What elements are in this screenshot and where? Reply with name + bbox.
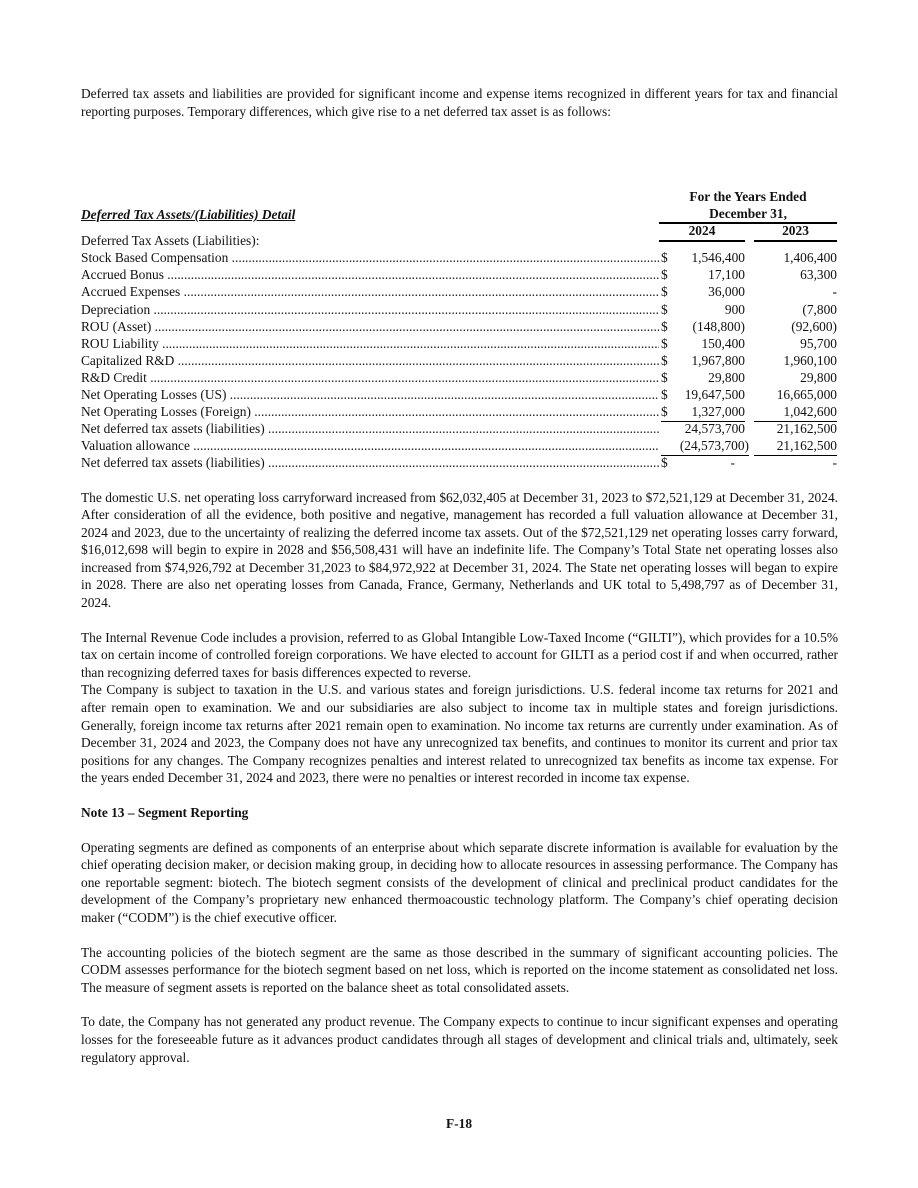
- dollar-sign: $: [661, 318, 668, 334]
- row-label: Accrued Bonus .....: [81, 266, 659, 284]
- row-label: R&D Credit .....: [81, 369, 659, 387]
- row-label: Net Operating Losses (US) .....: [81, 386, 659, 404]
- nol-paragraph: The domestic U.S. net operating loss carryforward increased from $62,032,405 at December 31, 2023 to $72,521,129 at December 31, 2024. After consideration of all the evidence, both positive and negative, management has recorded a full valuation allowance at December 31, 2024 and 2023, due to the uncertainty of realizing the deferred income tax assets. Out of the $72,521,129 net operating losses carry forward, $16,012,698 will begin to expire in 2028 and $56,508,431 will have an indefinite life. The Company’s Total State net operating losses also increased from $74,926,792 at December 31,2023 to $84,972,922 at December 31, 2024. The State net operating losses will began to expire in 2028. There are also net operating losses from Canada, France, Germany, Netherlands and UK total to 5,498,797 as of December 31, 2024.: [81, 489, 838, 611]
- value-2023: -: [832, 455, 837, 471]
- value-2023: 21,162,500: [754, 437, 837, 456]
- value-2024: (148,800): [692, 318, 745, 334]
- dollar-sign: $: [661, 250, 668, 266]
- value-2023: 1,042,600: [754, 403, 837, 422]
- value-2023: 29,800: [800, 369, 837, 385]
- dollar-sign: $: [661, 403, 745, 422]
- dollar-sign: $: [661, 369, 668, 385]
- jurisdictions-paragraph: The Company is subject to taxation in the U.S. and various states and foreign jurisdictions. U.S. federal income tax returns for 2021 and after remain open to examination. We and our subsidiaries are also subject to income tax in multiple states and foreign jurisdictions. Generally, foreign income tax returns after 2021 remain open to examination. No income tax returns are currently under examination. As of December 31, 2024 and 2023, the Company does not have any unrecognized tax benefits, and continues to monitor its current and prior tax positions for any changes. The Company recognizes penalties and interest related to unrecognized tax benefits as income tax expense. For the years ended December 31, 2024 and 2023, there were no penalties or interest recorded in income tax expense.: [81, 682, 838, 786]
- dollar-sign: $: [661, 284, 668, 300]
- period-header-line1: For the Years Ended: [689, 189, 807, 205]
- row-label: Capitalized R&D .....: [81, 352, 659, 370]
- table-row: [81, 266, 838, 283]
- deferred-tax-table: [81, 232, 838, 471]
- value-2024: 36,000: [708, 284, 745, 300]
- table-row: [81, 352, 838, 369]
- value-2023: 1,406,400: [783, 250, 837, 266]
- value-2024: (24,573,700): [661, 437, 749, 456]
- dollar-sign: $: [661, 301, 668, 317]
- table-row: [81, 249, 838, 266]
- value-2023: 1,960,100: [783, 352, 837, 368]
- revenue-paragraph: To date, the Company has not generated any product revenue. The Company expects to continue to incur significant expenses and operating losses for the foreseeable future as it advances product candidates through all stages of development and clinical trials and, ultimately, seek regulatory approval.: [81, 1014, 838, 1065]
- page-number: F-18: [445, 1116, 473, 1131]
- dollar-sign: $: [661, 335, 668, 351]
- value-2023: 63,300: [800, 267, 837, 283]
- table-row: [81, 318, 838, 335]
- value-2023: 95,700: [800, 335, 837, 351]
- table-row: [81, 335, 838, 352]
- value-2024: 1,327,000: [691, 404, 745, 420]
- value-2024: 1,546,400: [691, 250, 745, 266]
- period-header: [659, 188, 837, 224]
- table-row: [81, 369, 838, 386]
- row-label: Depreciation .....: [81, 301, 659, 319]
- value-2024: 150,400: [701, 335, 745, 351]
- table-row: [81, 386, 838, 403]
- value-2024: 24,573,700: [684, 421, 745, 437]
- period-header-line2: December 31,: [659, 205, 837, 224]
- value-2024: 29,800: [708, 369, 745, 385]
- note-13-heading: Note 13 – Segment Reporting: [81, 805, 249, 820]
- value-2023: (7,800: [802, 301, 837, 317]
- value-2024: 1,967,800: [691, 352, 745, 368]
- row-label: Accrued Expenses .....: [81, 283, 659, 301]
- intro-paragraph: Deferred tax assets and liabilities are provided for significant income and expense items recognized in different years for tax and financial reporting purposes. Temporary differences, which give rise to a net deferred tax asset is as follows:: [81, 86, 838, 119]
- table-row-total: [81, 454, 838, 471]
- value-2024: 17,100: [708, 267, 745, 283]
- table-title: Deferred Tax Assets/(Liabilities) Detail: [81, 207, 296, 223]
- gilti-paragraph: The Internal Revenue Code includes a provision, referred to as Global Intangible Low-Taxed Income (“GILTI”), which provides for a 10.5% tax on certain income of controlled foreign corporations. We have elected to account for GILTI as a period cost if and when occurred, rather than recognizing deferred taxes for basis differences expected to reverse.: [81, 629, 838, 680]
- value-2023: -: [832, 284, 837, 300]
- table-row: [81, 283, 838, 300]
- value-2023: 21,162,500: [776, 421, 837, 437]
- segments-paragraph: Operating segments are defined as components of an enterprise about which separate discrete information is available for evaluation by the chief operating decision maker, or decision making group, in deciding how to allocate resources in assessing performance. The Company has one reportable segment: biotech. The biotech segment consists of the development of clinical and preclinical product candidates for the development of the Company’s proprietary new enhanced thermoacoustic technology platform. The Company’s chief operating decision maker (“CODM”) is the chief executive officer.: [81, 839, 838, 925]
- value-2024: 19,647,500: [684, 387, 745, 403]
- row-label: ROU Liability .....: [81, 335, 659, 353]
- value-2024: 900: [724, 301, 745, 317]
- column-header-2023: 2023: [754, 222, 837, 242]
- value-2024: -: [730, 455, 735, 471]
- table-row-valuation: [81, 437, 838, 454]
- section-label: Deferred Tax Assets (Liabilities):: [81, 233, 260, 249]
- dollar-sign: $: [661, 352, 668, 368]
- dollar-sign: $: [661, 267, 668, 283]
- value-2023: 16,665,000: [776, 387, 837, 403]
- table-row: [81, 403, 838, 420]
- table-row-subtotal: [81, 420, 838, 437]
- row-label: Net deferred tax assets (liabilities) .....: [81, 420, 659, 438]
- value-2023: (92,600): [791, 318, 837, 334]
- row-label: Net deferred tax assets (liabilities) .....: [81, 454, 659, 472]
- column-header-2024: 2024: [659, 222, 745, 242]
- row-label: ROU (Asset) .....: [81, 318, 659, 336]
- policies-paragraph: The accounting policies of the biotech segment are the same as those described in the summary of significant accounting policies. The CODM assesses performance for the biotech segment based on net loss, which is reported on the income statement as consolidated net loss. The measure of segment assets is reported on the balance sheet as total consolidated assets.: [81, 944, 838, 995]
- table-row: [81, 301, 838, 318]
- table-section-label-row: [81, 232, 838, 249]
- dollar-sign: $: [661, 455, 668, 471]
- row-label: Net Operating Losses (Foreign) .....: [81, 403, 659, 421]
- table-header: [81, 136, 838, 244]
- row-label: Stock Based Compensation .....: [81, 249, 659, 267]
- dollar-sign: $: [661, 387, 668, 403]
- document-page: [81, 85, 838, 1066]
- row-label: Valuation allowance .....: [81, 437, 659, 455]
